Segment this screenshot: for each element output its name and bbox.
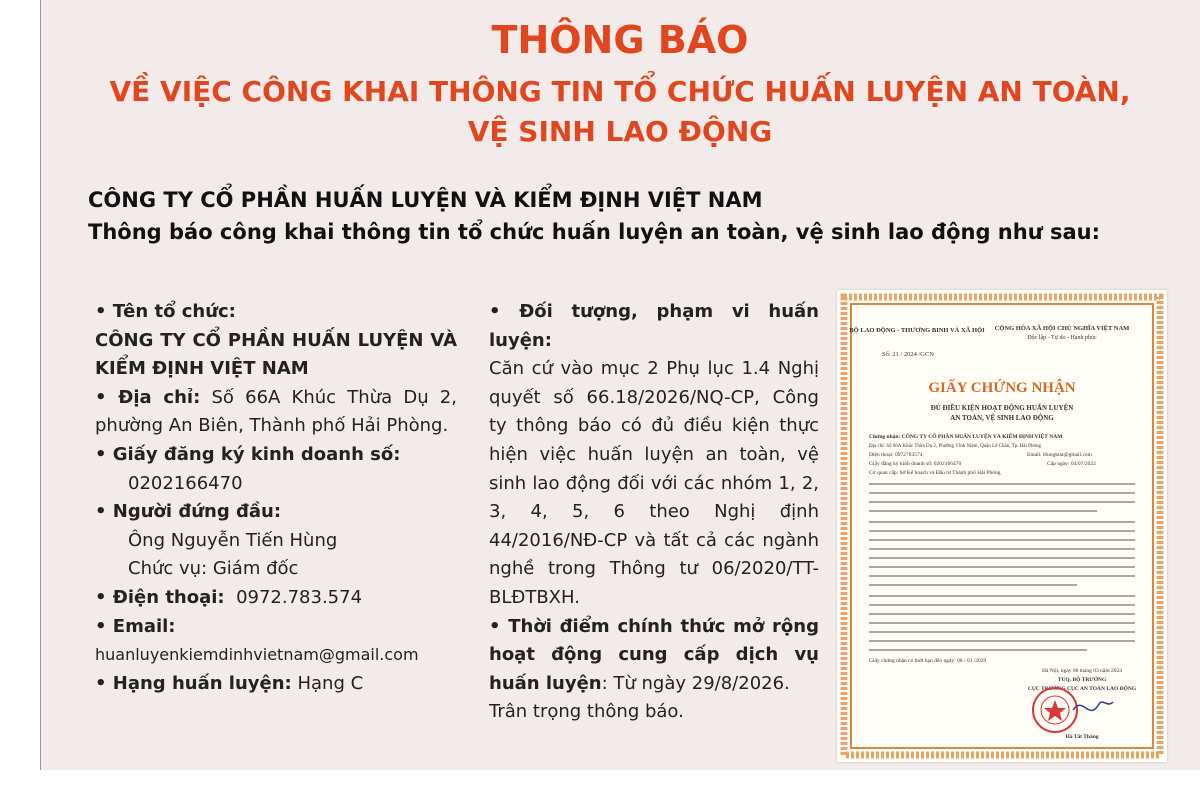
license-value: 0202166470	[128, 472, 243, 494]
time-row	[489, 613, 819, 699]
address-value: Số 66A Khúc Thừa Dụ 2, phường An Biên, Thành phố Hải Phòng.	[95, 386, 457, 437]
intro-block	[88, 184, 1100, 248]
company-name: CÔNG TY CỔ PHẦN HUẤN LUYỆN VÀ KIỂM ĐỊNH VIỆT NAM	[88, 188, 763, 212]
cert-republic: CỘNG HÒA XÃ HỘI CHỦ NGHĨA VIỆT NAM	[994, 325, 1130, 332]
cert-phone: Điện thoại: 0972783574	[869, 452, 923, 458]
scope-text: Căn cứ vào mục 2 Phụ lục 1.4 Nghị quyết số 66.18/2026/NQ-CP, Công ty thông báo có đủ điều kiện thực hiện việc huấn luyện an toàn, vệ sinh lao động đối với các nhóm 1, 2, 3, 4, 5, 6 theo Nghị định 44/2016/NĐ-CP và tất cả các ngành nghề trong Thông tư 06/2020/TT-BLĐTBXH.	[489, 358, 819, 608]
cert-address: Địa chỉ: Số 66A Khúc Thừa Dụ 2, Phường Vĩnh Niệm, Quận Lê Chân, Tp. Hải Phòng	[869, 444, 1041, 449]
cert-subtitle2: AN TOÀN, VỆ SINH LAO ĐỘNG	[950, 414, 1054, 422]
phone-row	[95, 584, 457, 613]
certificate-image	[837, 290, 1167, 762]
time-value: : Từ ngày 29/8/2026.	[601, 672, 790, 694]
cert-title: GIẤY CHỨNG NHẬN	[928, 380, 1076, 396]
closing-text: Trân trọng thông báo.	[489, 701, 684, 723]
certificate-graphic	[837, 290, 1167, 762]
cert-signer-title2: CỤC TRƯỞNG CỤC AN TOÀN LAO ĐỘNG	[1027, 686, 1137, 692]
cert-authority: Cơ quan cấp: Sở Kế hoạch và Đầu tư Thành phố Hải Phòng	[869, 470, 1001, 476]
phone-value: 0972.783.574	[236, 586, 363, 608]
rank-label: • Hạng huấn luyện:	[95, 672, 292, 694]
notice-title: THÔNG BÁO	[491, 18, 749, 62]
right-column	[489, 298, 819, 727]
org-label: • Tên tổ chức:	[95, 301, 236, 322]
phone-label: • Điện thoại:	[95, 586, 225, 608]
cert-number: Số: 21 / 2024 /GCN	[882, 351, 935, 358]
scope-label: • Đối tượng, phạm vi huấn luyện:	[489, 301, 819, 351]
cert-ministry: BỘ LAO ĐỘNG - THƯƠNG BINH VÀ XÃ HỘI	[849, 327, 985, 334]
cert-signer-name: Hà Tất Thắng	[1065, 734, 1099, 740]
head-label: • Người đứng đầu:	[95, 501, 282, 523]
head-name: Ông Nguyễn Tiến Hùng	[128, 529, 338, 551]
cert-email: Email: Hungktat@gmail.com	[1027, 452, 1092, 458]
license-label: • Giấy đăng ký kinh doanh số:	[95, 443, 401, 465]
rank-row	[95, 670, 457, 699]
cert-validity: Giấy chứng nhận có thời hạn đến ngày: 06 / 03 /2029	[869, 658, 987, 664]
org-name: CÔNG TY CỔ PHẦN HUẤN LUYỆN VÀ KIỂM ĐỊNH VIỆT NAM	[95, 329, 457, 380]
intro-statement: Thông báo công khai thông tin tổ chức huấn luyện an toàn, vệ sinh lao động như sau:	[88, 220, 1100, 244]
email-label: • Email:	[95, 615, 176, 637]
notice-subtitle-line1: VỀ VIỆC CÔNG KHAI THÔNG TIN TỔ CHỨC HUẤN LUYỆN AN TOÀN,	[109, 75, 1131, 108]
head-position: Chức vụ: Giám đốc	[128, 558, 299, 580]
rank-value: Hạng C	[291, 672, 364, 694]
cert-date-place: Hà Nội, ngày 06 tháng 03 năm 2024	[1041, 668, 1123, 674]
time-label: • Thời điểm chính thức mở rộng hoạt động cung cấp dịch vụ huấn luyện	[489, 615, 819, 694]
notice-subtitle	[40, 72, 1200, 152]
email-value: huanluyenkiemdinhvietnam@gmail.com	[95, 645, 419, 665]
cert-subtitle1: ĐỦ ĐIỀU KIỆN HOẠT ĐỘNG HUẤN LUYỆN	[930, 404, 1074, 412]
address-row	[95, 384, 457, 441]
cert-recipient: Chứng nhận: CÔNG TY CỔ PHẦN HUẤN LUYỆN VÀ KIỂM ĐỊNH VIỆT NAM	[869, 434, 1063, 440]
cert-signer-title1: TUQ. BỘ TRƯỞNG	[1057, 677, 1107, 683]
notice-subtitle-line2: VỆ SINH LAO ĐỘNG	[467, 115, 773, 148]
cert-motto: Độc lập - Tự do - Hạnh phúc	[1027, 335, 1097, 341]
cert-issued: Cấp ngày: 04/07/2022	[1047, 461, 1096, 467]
address-label: • Địa chỉ:	[95, 386, 201, 408]
left-column	[95, 298, 457, 698]
cert-license: Giấy đăng ký kinh doanh số: 0202166470	[869, 461, 962, 467]
